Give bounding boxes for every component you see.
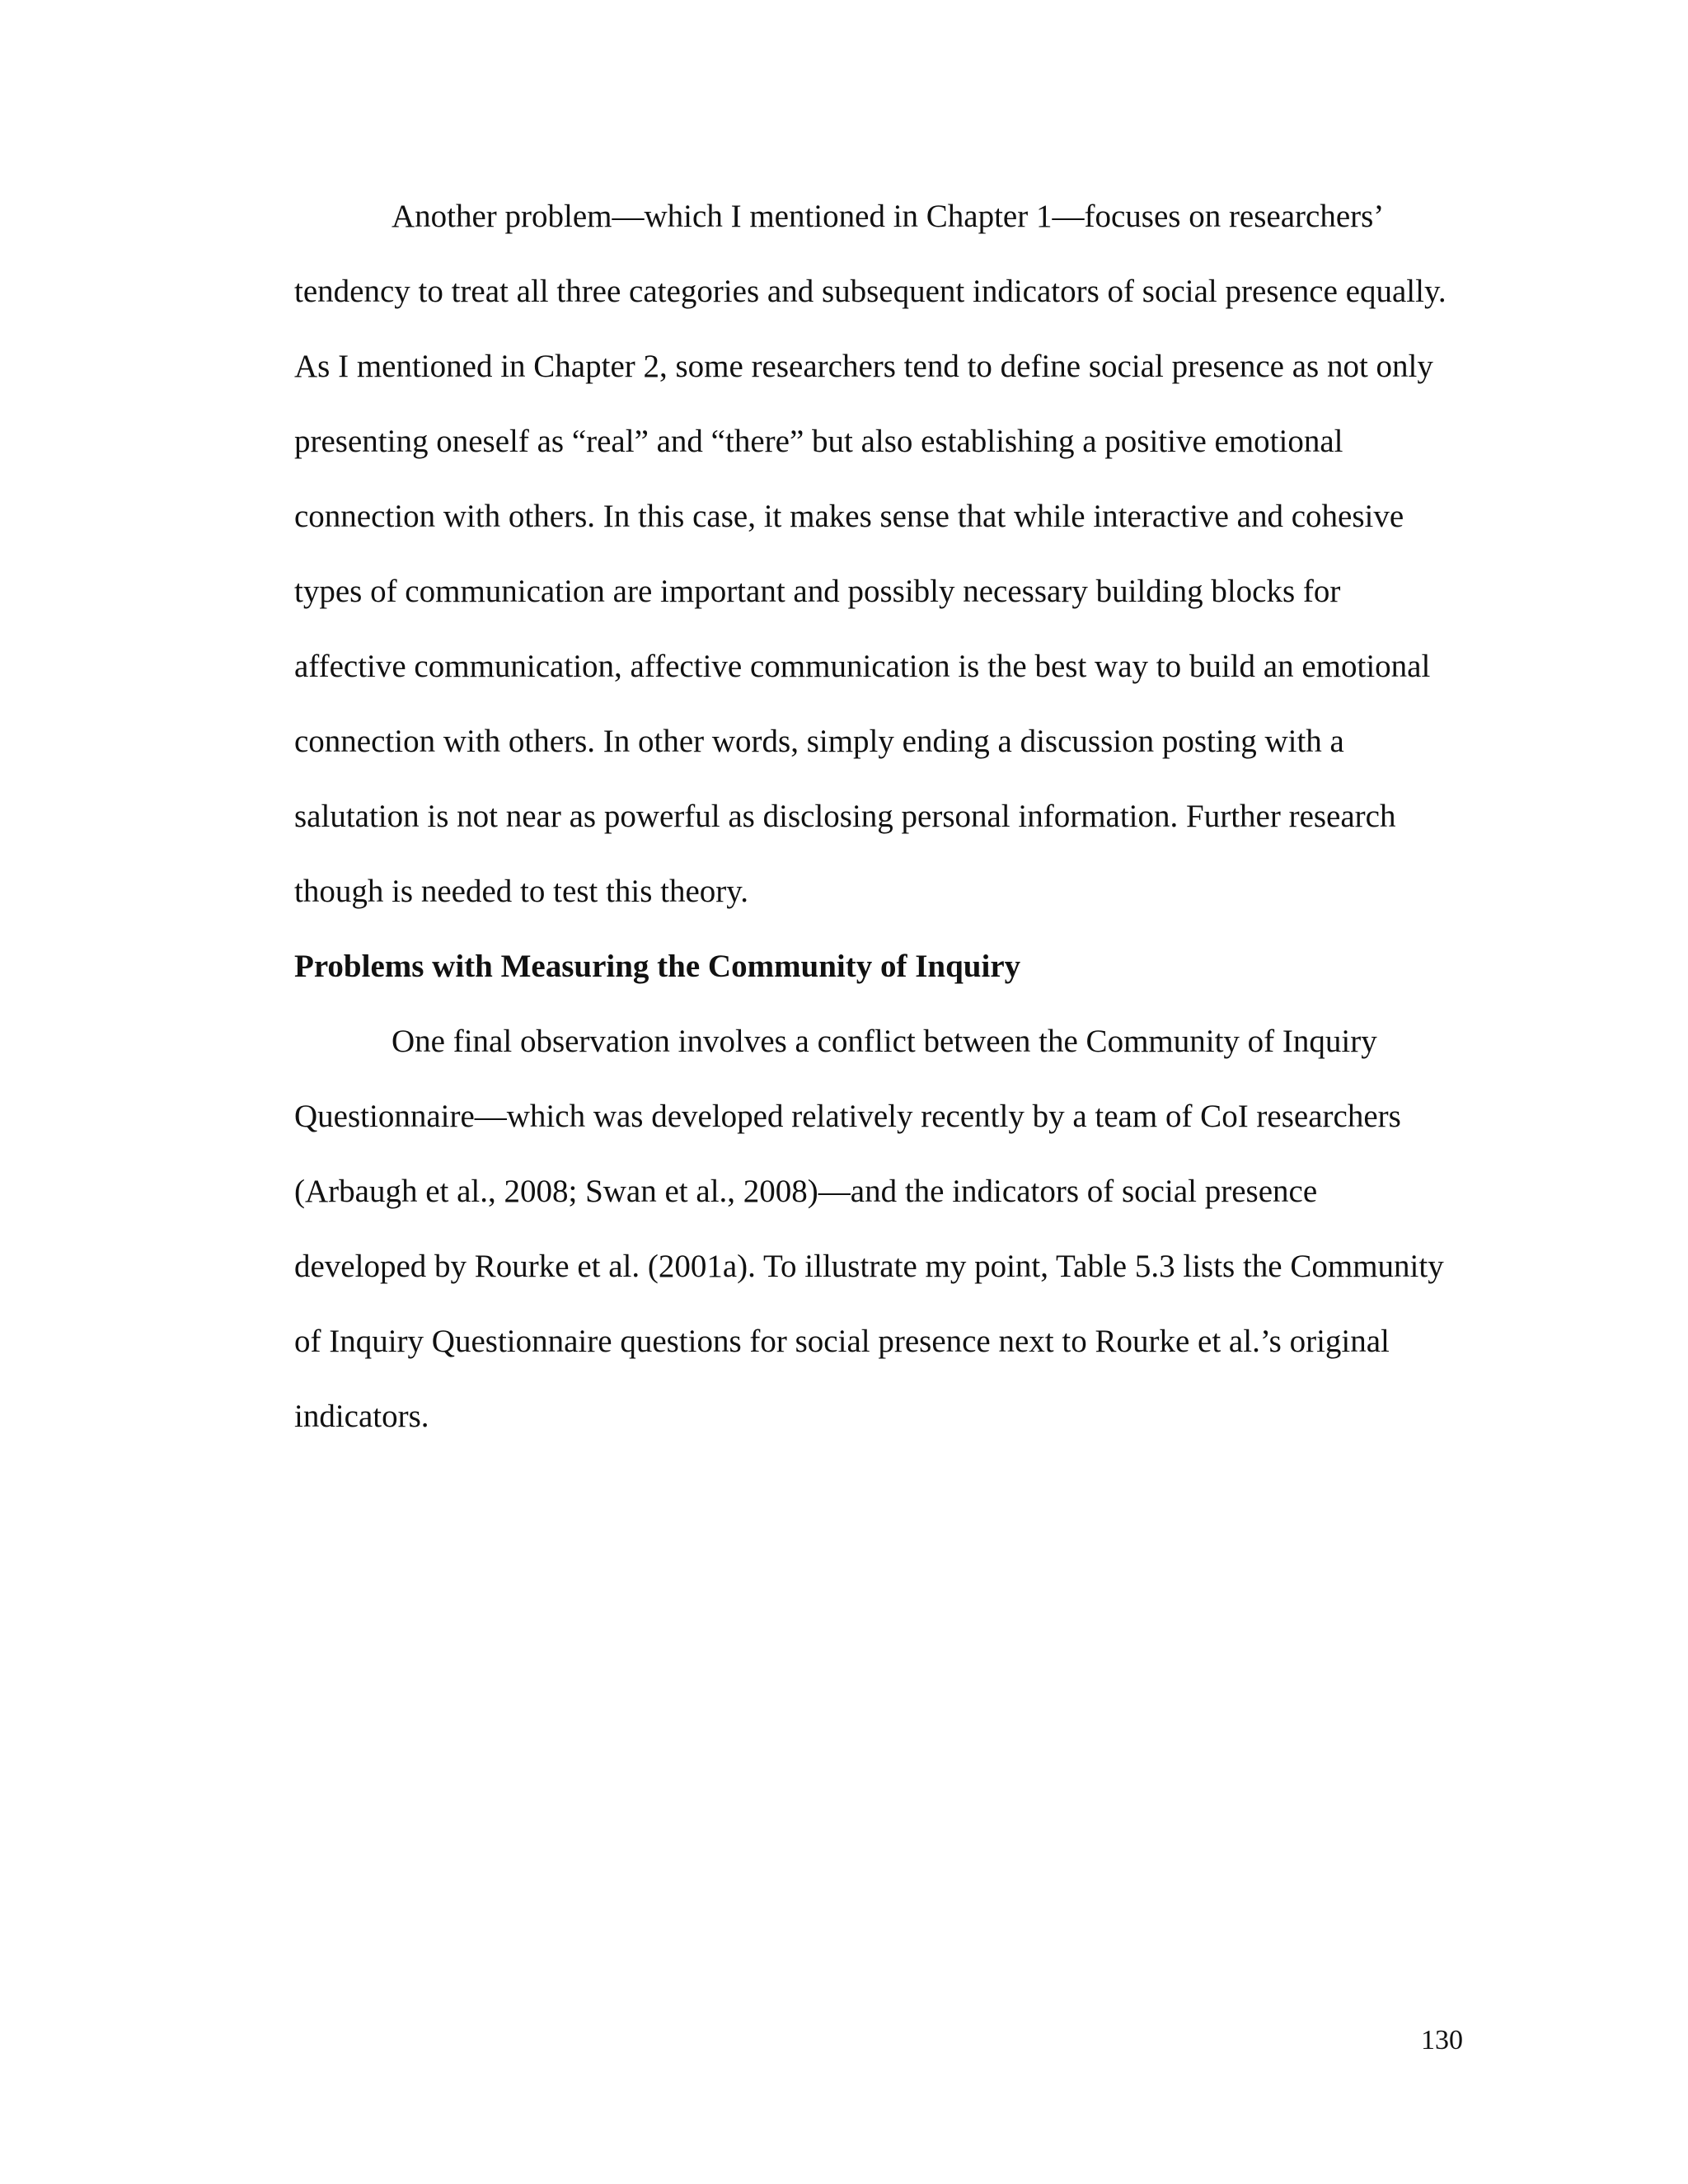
paragraph-1-line: tendency to treat all three categories and subsequent indicators of social presence equally.: [294, 274, 1447, 309]
paragraph-1-line: salutation is not near as powerful as disclosing personal information. Further research: [294, 799, 1396, 834]
paragraph-2-line: of Inquiry Questionnaire questions for social presence next to Rourke et al.’s original: [294, 1324, 1390, 1359]
body-text: [294, 179, 1473, 1454]
paragraph-2-line: developed by Rourke et al. (2001a). To illustrate my point, Table 5.3 lists the Community: [294, 1249, 1444, 1284]
paragraph-2-line: One final observation involves a conflict between the Community of Inquiry: [392, 1024, 1377, 1059]
paragraph-1-line: Another problem—which I mentioned in Chapter 1—focuses on researchers’: [392, 199, 1385, 234]
page-number: 130: [1421, 2025, 1463, 2055]
section-heading: Problems with Measuring the Community of Inquiry: [294, 949, 1021, 984]
paragraph-2-line: Questionnaire—which was developed relatively recently by a team of CoI researchers: [294, 1099, 1401, 1134]
paragraph-1-line: connection with others. In other words, simply ending a discussion posting with a: [294, 724, 1344, 759]
paragraph-1-line: affective communication, affective communication is the best way to build an emotional: [294, 649, 1431, 684]
paragraph-1-line: types of communication are important and possibly necessary building blocks for: [294, 574, 1341, 609]
paragraph-1-line: though is needed to test this theory.: [294, 874, 748, 909]
paragraph-1-line: As I mentioned in Chapter 2, some researchers tend to define social presence as not only: [294, 349, 1433, 384]
paragraph-2-line: indicators.: [294, 1399, 429, 1434]
paragraph-2-line: (Arbaugh et al., 2008; Swan et al., 2008)—and the indicators of social presence: [294, 1174, 1318, 1209]
paragraph-1-line: connection with others. In this case, it makes sense that while interactive and cohesive: [294, 499, 1404, 534]
paragraph-1-line: presenting oneself as “real” and “there” but also establishing a positive emotional: [294, 424, 1343, 459]
